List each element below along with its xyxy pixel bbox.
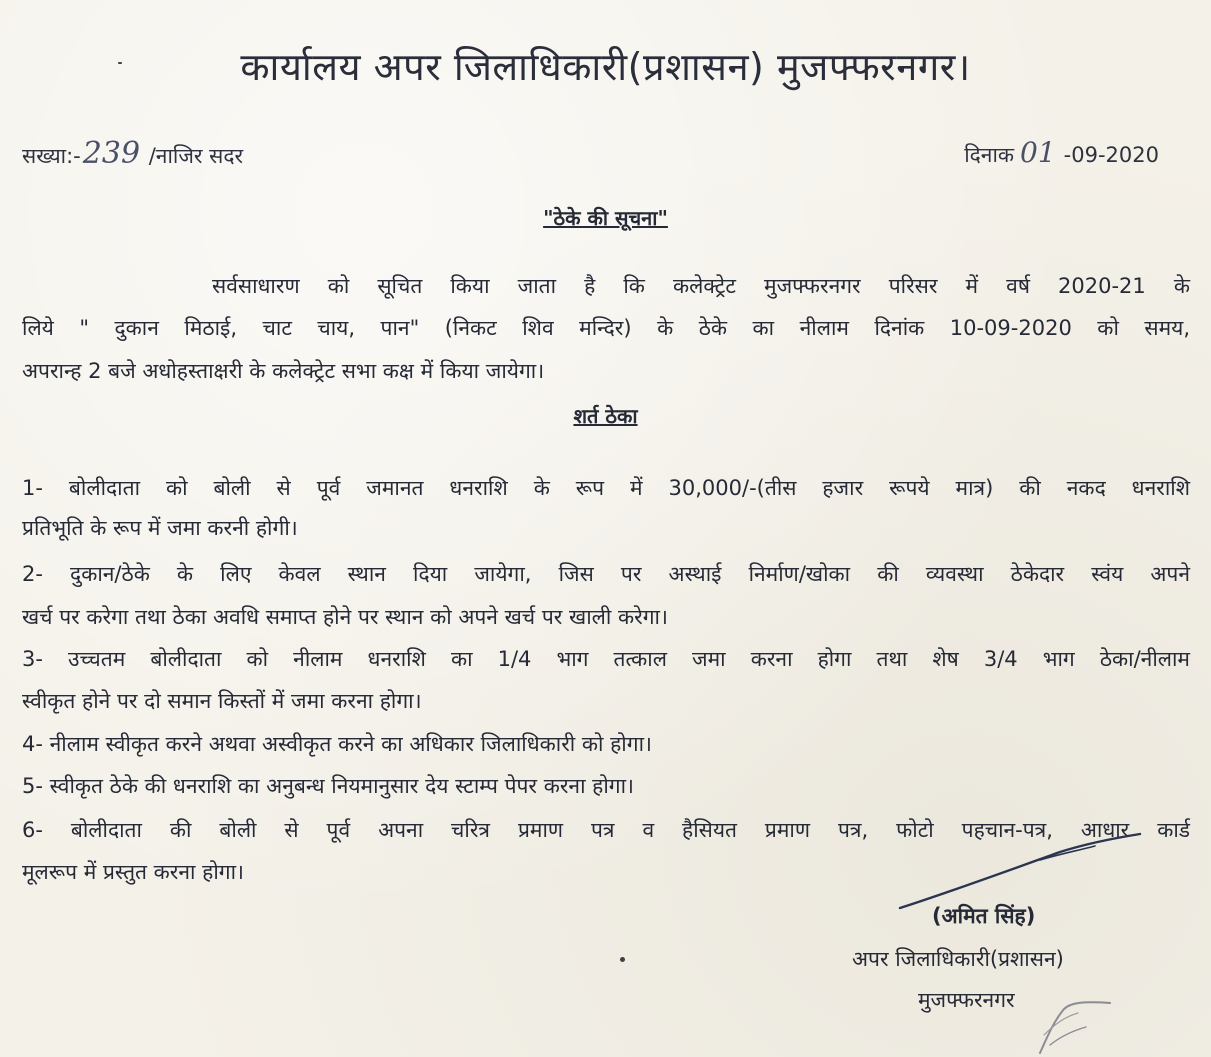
date-prefix: दिनाक (964, 143, 1015, 167)
date-day-handwritten: 01 (1020, 136, 1056, 169)
date-line (964, 136, 1159, 169)
condition-2-line-2: खर्च पर करेगा तथा ठेका अवधि समाप्त होने पर स्थान को अपने खर्च पर खाली करेगा। (22, 605, 668, 629)
office-title: कार्यालय अपर जिलाधिकारी(प्रशासन) मुजफ्फरनगर। (240, 45, 971, 89)
paper-speck (620, 957, 625, 962)
notice-title: "ठेके की सूचना" (543, 206, 668, 230)
condition-1-line-2: प्रतिभूति के रूप में जमा करनी होगी। (22, 516, 298, 540)
condition-6-line-2: मूलरूप में प्रस्तुत करना होगा। (22, 860, 244, 884)
signatory-place: मुजफ्फरनगर (918, 988, 1015, 1012)
condition-1-line-1: 1- बोलीदाता को बोली से पूर्व जमानत धनराशि के रूप में 30,000/-(तीस हजार रूपये मात्र) की नकद धनराशि (22, 476, 1190, 500)
paper-speck (118, 62, 122, 64)
intro-line-3: अपरान्ह 2 बजे अधोहस्ताक्षरी के कलेक्ट्रेट सभा कक्ष में किया जायेगा। (22, 359, 545, 383)
condition-4: 4- नीलाम स्वीकृत करने अथवा अस्वीकृत करने का अधिकार जिलाधिकारी को होगा। (22, 732, 652, 756)
reference-suffix: /नाजिर सदर (148, 144, 244, 168)
signatory-name: (अमित सिंह) (932, 904, 1036, 928)
reference-prefix: सख्या:- (22, 144, 81, 168)
reference-number-handwritten: 239 (82, 136, 141, 171)
intro-line-1: सर्वसाधारण को सूचित किया जाता है कि कलेक्ट्रेट मुजफ्फरनगर परिसर में वर्ष 2020-21 के (212, 274, 1190, 298)
condition-2-line-1: 2- दुकान/ठेके के लिए केवल स्थान दिया जायेगा, जिस पर अस्थाई निर्माण/खोका की व्यवस्था ठेकेदार स्वंय अपने (22, 562, 1190, 586)
intro-line-2: लिये " दुकान मिठाई, चाट चाय, पान" (निकट शिव मन्दिर) के ठेके का नीलाम दिनांक 10-09-2020 को समय, (22, 316, 1190, 340)
signatory-designation: अपर जिलाधिकारी(प्रशासन) (852, 947, 1064, 971)
condition-5: 5- स्वीकृत ठेके की धनराशि का अनुबन्ध नियमानुसार देय स्टाम्प पेपर करना होगा। (22, 774, 634, 798)
date-rest: -09-2020 (1063, 143, 1159, 167)
initials-scribble (1020, 995, 1130, 1057)
condition-3-line-1: 3- उच्चतम बोलीदाता को नीलाम धनराशि का 1/4 भाग तत्काल जमा करना होगा तथा शेष 3/4 भाग ठेका/नीलाम (22, 647, 1190, 671)
conditions-title: शर्त ठेका (573, 404, 638, 428)
condition-3-line-2: स्वीकृत होने पर दो समान किस्तों में जमा करना होगा। (22, 689, 422, 713)
reference-number-line (22, 136, 243, 171)
condition-6-line-1: 6- बोलीदाता की बोली से पूर्व अपना चरित्र प्रमाण पत्र व हैसियत प्रमाण पत्र, फोटो पहचान-पत्र, आधार कार्ड (22, 818, 1190, 842)
